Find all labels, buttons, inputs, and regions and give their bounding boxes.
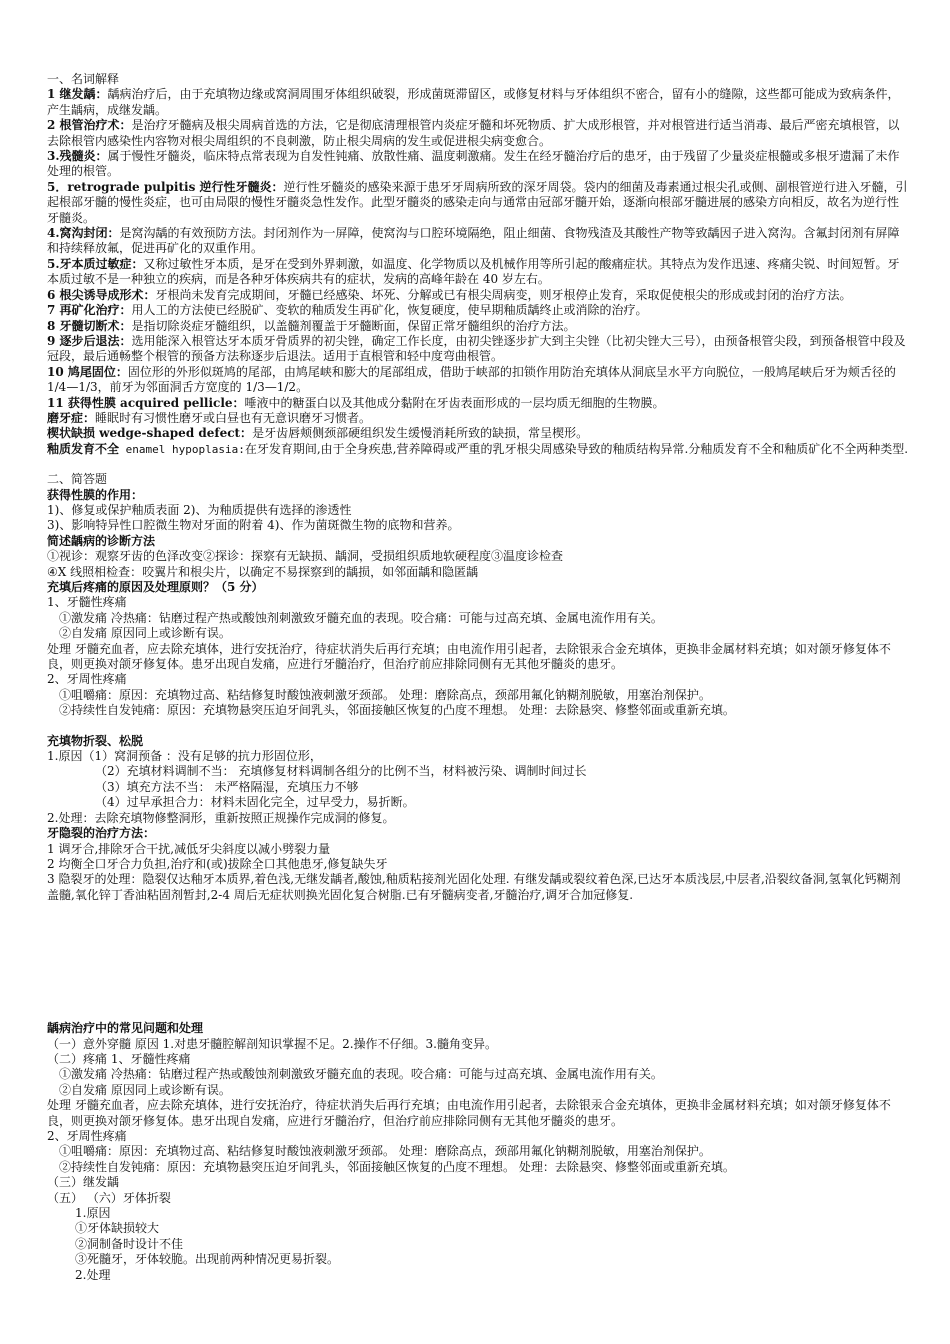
term-definition: 逆行性牙髓炎的感染来源于患牙牙周病所致的深牙周袋。袋内的细菌及毒素通过根尖孔或侧、副根管逆行进入牙髓，引起根部牙髓的慢性炎症，也可由局限的慢性牙髓炎急性发作。此型牙髓炎的感染走向与通常由冠部牙髓开始，逐渐向根部牙髓进展的感染方向相反，故名为逆行性牙髓炎。 [47, 179, 908, 225]
caries-diagnosis-line-2: ④X 线照相检查：咬翼片和根尖片，以确定不易探察到的龋损，如邻面龋和隐匿龋 [47, 564, 479, 579]
fracture-line-1: 1.原因（1）窝洞预备 ：没有足够的抗力形固位形， [47, 749, 322, 764]
term-entry [47, 180, 909, 226]
term-definition: 牙根尚未发育完成期间，牙髓已经感染、坏死、分解或已有根尖周病变，则牙根停止发育，采取促使根尖的形成或封闭的治疗方法。 [155, 287, 852, 302]
pulpal-pain-treatment: 处理 牙髓充血者，应去除充填体，进行安抚治疗，待症状消失后再行充填；由电流作用引起者，去除银汞合金充填体，更换非金属材料充填；如对颌牙修复体不良，则更换对颌牙修复体。患牙出现自发痛，应进行牙髓治疗，但治疗前应排除同侧有无其他牙髓炎的患牙。 [47, 641, 891, 672]
pulpal-pain-item-1: ①激发痛 冷热痛：钻磨过程产热或酸蚀剂刺激致牙髓充血的表现。咬合痛：可能与过高充填、金属电流作用有关。 [59, 610, 663, 625]
term-entry [47, 442, 909, 457]
term-definition: 属于慢性牙髓炎，临床特点常表现为自发性钝痛、放散性痛、温度刺激痛。发生在经牙髓治疗后的患牙，由于残留了少量炎症根髓或多根牙遗漏了未作处理的根管。 [47, 149, 900, 179]
term-entry [47, 319, 909, 334]
post-filling-pain-heading: 充填后疼痛的原因及处理原则？（5 分） [47, 580, 264, 594]
term-definition: 在牙发育期间,由于全身疾患,营养障碍或严重的乳牙根尖周感染导致的釉质结构异常.分釉质发育不全和釉质矿化不全两种类型. [244, 441, 909, 456]
term-label: 4.窝沟封闭： [47, 226, 120, 241]
term-label: 9 逐步后退法： [47, 333, 132, 348]
section-3-line-10: （五） （六）牙体折裂 [47, 1190, 171, 1205]
term-entry [47, 334, 909, 365]
term-entry [47, 118, 909, 149]
fracture-line-4: （4）过早承担合力：材料未固化完全，过早受力，易折断。 [95, 795, 415, 810]
fracture-heading: 充填物折裂、松脱 [47, 733, 144, 748]
term-entry [47, 426, 909, 441]
pellicle-function-heading: 获得性膜的作用： [47, 487, 144, 502]
term-entry [47, 365, 909, 396]
pulpal-pain-item-2: ②自发痛 原因同上或诊断有误。 [59, 626, 231, 641]
term-entry [47, 226, 909, 257]
term-list [47, 87, 909, 457]
section-3-line-4: ②自发痛 原因同上或诊断有误。 [59, 1082, 231, 1097]
term-definition: 用人工的方法使已经脱矿、变软的釉质发生再矿化，恢复硬度，使早期釉质龋终止或消除的治疗。 [131, 303, 648, 318]
term-definition: 是指切除炎症牙髓组织，以盖髓剂覆盖于牙髓断面，保留正常牙髓组织的治疗方法。 [131, 318, 576, 333]
document-page [47, 72, 909, 1283]
section-3-line-9: （三）继发龋 [47, 1175, 120, 1190]
pellicle-function-line-1: 1)、修复或保护釉质表面 2)、为釉质提供有选择的渗透性 [47, 502, 352, 517]
term-entry [47, 396, 909, 411]
pellicle-function-line-2: 3)、影响特异性口腔微生物对牙面的附着 4)、作为菌斑微生物的底物和营养。 [47, 518, 460, 533]
term-label: 釉质发育不全 [47, 441, 120, 456]
section-3-line-3: ①激发痛 冷热痛：钻磨过程产热或酸蚀剂刺激致牙髓充血的表现。咬合痛：可能与过高充填、金属电流作用有关。 [59, 1067, 663, 1082]
section-3-line-8: ②持续性自发钝痛：原因：充填物悬突压迫牙间乳头，邻面接触区恢复的凸度不理想。 处理：去除悬突、修整邻面或重新充填。 [59, 1159, 735, 1174]
term-entry [47, 411, 909, 426]
caries-diagnosis-heading: 简述龋病的诊断方法 [47, 533, 156, 548]
term-entry [47, 257, 909, 288]
section-3-line-11: 1.原因 [75, 1206, 111, 1220]
term-definition: 是治疗牙髓病及根尖周病首选的方法，它是彻底清理根管内炎症牙髓和坏死物质、扩大成形根管，并对根管进行适当消毒、最后严密充填根管，以去除根管内感染性内容物对根尖周组织的不良刺激，防止根尖周病的发生或促进根尖病变愈合。 [47, 118, 900, 148]
term-label: 1 继发龋： [47, 87, 108, 102]
term-english: enamel hypoplasia: [119, 442, 245, 456]
section-3-line-2: （二）疼痛 1、牙髓性疼痛 [47, 1051, 191, 1066]
cracked-tooth-line-3: 3 隐裂牙的处理：隐裂仅达釉牙本质界,着色浅,无继发龋者,酸蚀,釉质粘接剂光固化处理. 有继发龋或裂纹着色深,已达牙本质浅层,中层者,沿裂纹备洞,氢氧化钙糊剂盖髓,氧化锌丁香油粘固剂暂封,2-4 周后无症状则换光固化复合树脂.已有牙髓病变者,牙髓治疗,调牙合加冠修复. [47, 872, 901, 902]
term-label: 磨牙症： [47, 410, 96, 425]
section-3-line-7: ①咀嚼痛：原因：充填物过高、粘结修复时酸蚀液刺激牙颈部。 处理：磨除高点，颈部用氟化钠糊剂脱敏，用塞治剂保护。 [59, 1144, 711, 1159]
term-label: 楔状缺损 wedge-shaped defect： [47, 426, 253, 441]
fracture-line-5: 2.处理：去除充填物修整洞形，重新按照正规操作完成洞的修复。 [47, 810, 395, 825]
term-definition: 睡眠时有习惯性磨牙或白昼也有无意识磨牙习惯者。 [95, 410, 372, 425]
term-definition: 是牙齿唇颊侧颈部硬组织发生缓慢消耗所致的缺损，常呈楔形。 [252, 426, 589, 441]
section-2-title: 二、简答题 [47, 472, 108, 487]
term-label: 7 再矿化治疗： [47, 303, 132, 318]
periodontal-pain-item-1: ①咀嚼痛：原因：充填物过高、粘结修复时酸蚀液刺激牙颈部。 处理：磨除高点，颈部用氟化钠糊剂脱敏，用塞治剂保护。 [59, 687, 711, 702]
term-definition: 是窝沟龋的有效预防方法。封闭剂作为一屏障，使窝沟与口腔环境隔绝，阻止细菌、食物残渣及其酸性产物等致龋因子进入窝沟。含氟封闭剂有屏障和持续释放氟，促进再矿化的双重作用。 [47, 226, 900, 256]
term-definition: 唾液中的糖蛋白以及其他成分黏附在牙齿表面形成的一层均质无细胞的生物膜。 [244, 395, 665, 410]
periodontal-pain-heading: 2、牙周性疼痛 [47, 672, 127, 687]
term-label: 6 根尖诱导成形术： [47, 287, 156, 302]
fracture-line-2: （2）充填材料调制不当： 充填修复材料调制各组分的比例不当，材料被污染、调制时间过长 [95, 764, 587, 779]
term-label: 10 鸠尾固位： [47, 364, 128, 379]
pulpal-pain-heading: 1、牙髓性疼痛 [47, 595, 127, 610]
cracked-tooth-line-1: 1 调牙合,排除牙合干扰,减低牙尖斜度以减小劈裂力量 [47, 841, 331, 856]
section-3-line-15: 2.处理 [75, 1267, 111, 1282]
term-definition: 又称过敏性牙本质，是牙在受到外界刺激，如温度、化学物质以及机械作用等所引起的酸痛症状。其特点为发作迅速、疼痛尖锐、时间短暂。牙本质过敏不是一种独立的疾病，而是各种牙体疾病共有的症状，发病的高峰年龄在 40 岁左右。 [47, 256, 900, 287]
section-3-line-14: ③死髓牙，牙体较脆。出现前两种情况更易折裂。 [75, 1252, 340, 1267]
term-entry [47, 87, 909, 118]
caries-diagnosis-line-1: ①视诊：观察牙齿的色泽改变②探诊：探察有无缺损、龋洞，受损组织质地软硬程度③温度诊检查 [47, 549, 564, 564]
section-3-line-5: 处理 牙髓充血者，应去除充填体，进行安抚治疗，待症状消失后再行充填；由电流作用引起者，去除银汞合金充填体，更换非金属材料充填；如对颌牙修复体不良，则更换对颌牙修复体。患牙出现自发痛，应进行牙髓治疗，但治疗前应排除同侧有无其他牙髓炎的患牙。 [47, 1098, 891, 1128]
section-3-line-6: 2、牙周性疼痛 [47, 1128, 127, 1143]
term-entry [47, 288, 909, 303]
section-3-line-13: ②洞制备时设计不佳 [75, 1236, 184, 1251]
term-entry [47, 149, 909, 180]
section-3-line-1: （一）意外穿髓 原因 1.对患牙髓腔解剖知识掌握不足。2.操作不仔细。3.髓角变异。 [47, 1036, 497, 1051]
term-definition: 选用能深入根管达牙本质牙骨质界的初尖锉，确定工作长度，由初尖锉逐步扩大到主尖锉（比初尖锉大三号），由预备根管尖段，到预备根管中段及冠段，最后通畅整个根管的预备方法称逐步后退法。适用于直根管和轻中度弯曲根管。 [47, 333, 906, 364]
section-1-title: 一、名词解释 [47, 72, 120, 86]
section-3-title: 龋病治疗中的常见问题和处理 [47, 1021, 204, 1036]
periodontal-pain-item-2: ②持续性自发钝痛：原因：充填物悬突压迫牙间乳头，邻面接触区恢复的凸度不理想。 处理：去除悬突、修整邻面或重新充填。 [59, 703, 735, 718]
term-entry [47, 303, 909, 318]
term-label: 5.牙本质过敏症： [47, 256, 144, 271]
term-label: 5．retrograde pulpitis 逆行性牙髓炎： [47, 179, 284, 194]
term-label: 8 牙髓切断术： [47, 318, 132, 333]
section-3-line-12: ①牙体缺损较大 [75, 1221, 160, 1236]
term-definition: 龋病治疗后，由于充填物边缘或窝洞周围牙体组织破裂，形成菌斑滞留区，或修复材料与牙体组织不密合，留有小的缝隙，这些都可能成为致病条件，产生龋病，成继发龋。 [47, 87, 900, 117]
term-label: 2 根管治疗术： [47, 118, 132, 133]
cracked-tooth-line-2: 2 均衡全口牙合力负担,治疗和(或)拔除全口其他患牙,修复缺失牙 [47, 856, 388, 871]
cracked-tooth-heading: 牙隐裂的治疗方法： [47, 826, 156, 841]
term-label: 3.残髓炎： [47, 149, 108, 164]
term-definition: 固位形的外形似斑鸠的尾部，由鸠尾峡和膨大的尾部组成，借助于峡部的扣锁作用防治充填体从洞底呈水平方向脱位，一般鸠尾峡后牙为颊舌径的 1/4—1/3，前牙为邻面洞舌方宽度的 1/3—1/2。 [47, 364, 896, 395]
term-label: 11 获得性膜 acquired pellicle： [47, 395, 245, 410]
fracture-line-3: （3）填充方法不当： 未严格隔湿，充填压力不够 [95, 779, 359, 794]
